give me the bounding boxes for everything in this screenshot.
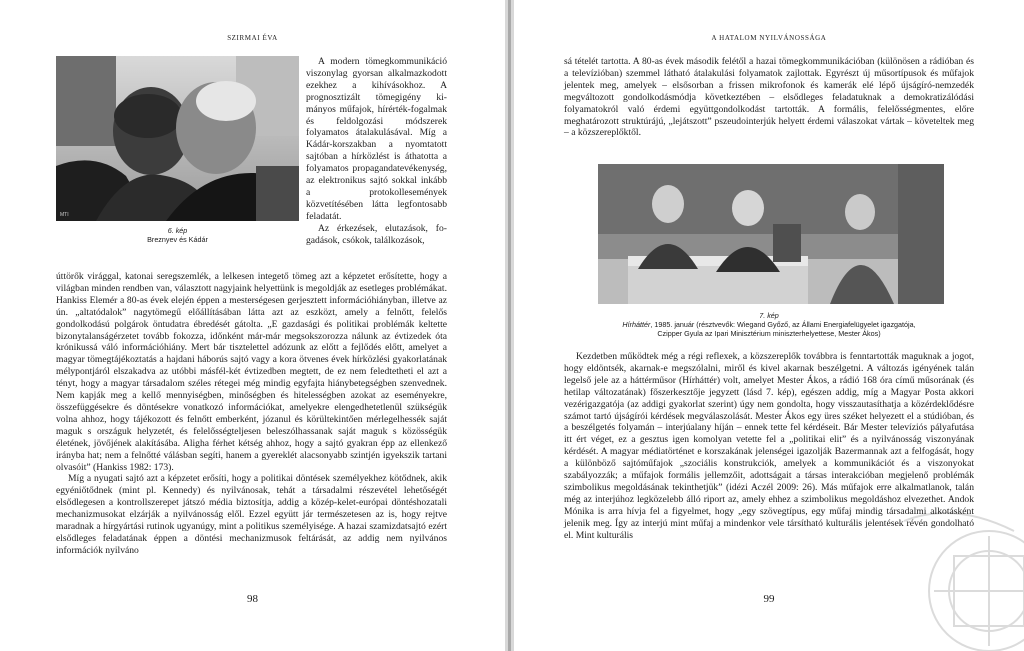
program-title: Hírháttér (622, 320, 651, 329)
paragraph: sá tételét tartotta. A 80-as évek második felétől a hazai tömegkommunikációban (különösen a rádióban és a televízióban) szemmel látható átalakulási folyamatok zajlottak. Egyrészt új műsortípusok és műfajok jelentek meg, amelyek – elsősorban a frissen mikrofonok és kamerák elé lépő újságíró-nemzedék megváltozott gondolkodásmódja következtében – elsődleges feladatuknak a demokratizálódási folyamatokról való érdemi együttgondolkodást tartották. A formális, felelősségmentes, előre meghatározott struktúrájú, „lejátszott” pszeudointerjúk helyett érdemi válaszokat vártak – követeltek meg – a közszereplőktől. (564, 56, 974, 139)
page-number-right: 99 (763, 593, 775, 605)
left-side-column (306, 56, 447, 247)
left-body-text (56, 271, 447, 557)
paragraph: Az érkezések, elutazások, fogadások, csókok, találkozások, (306, 222, 447, 246)
figure-7-caption-line2: Czipper Gyula az Ipari Minisztérium miniszterhelyettese, Mester Ákos) (657, 329, 881, 338)
svg-text:MTI: MTI (60, 212, 69, 218)
figure-6-label: 6. kép (167, 226, 188, 235)
figure-7-label: 7. kép (759, 311, 779, 320)
photo-breznyev-kadar (56, 56, 299, 221)
paragraph: Míg a nyugati sajtó azt a képzetet erősíti, hogy a politikai döntések személyekhez kötődnek, akik egyéniőtődnek (mint pl. Kennedy) és nyilvánosak, tehát a társadalmi részevétel lehetőségét elsődlegesen a kontrollszerepet játszó média biztosítja, addig a közép-kelet-európai döntéshozatali mechanizmusokat elzárják a nyilvánosság elől. Ezzel együtt jár természetesen az is, hogy rejtve maradnak a hírgyártási rutinok ugyanúgy, mint a politikus személyisége. A hazai szamizdatsajtó ezért elsődleges feladatának éppen a döntési mechanizmusok feltárását, az addig nem nyilvános információk nyilváno (56, 473, 447, 556)
paragraph: Kezdetben működtek még a régi reflexek, a közszereplők továbbra is fenntartották maguknak a jogot, hogy eldöntsék, akarnak-e megszólalni, miről és kivel akarnak beszélgetni. A változás igényének talán legelső jele az a háttérműsor (Hírháttér) volt, amelyet Mester Ákos, a rádió 168 óra című műsorának (és hetilap változatának) főszerkesztője jegyzett (lásd 7. kép), egészen addig, míg a Magyar Posta akkori vezérigazgatója (az addigi gyakorlat szerint) úgy nem gondolta, hogy visszautasíthatja a közérdeklődésre számot tartó újságírói kérdések megválaszolását. Mester Ákos egy üres széket helyezett el a stúdióban, és a beszélgetés folyamán – interjúalany híján – ennek tette fel kérdéseit. Bár Mester televíziós pályafutása itt ért véget, ez a gesztus igen komolyan vetette fel a „politikai elit” és a nyilvánosság viszonyának kérdését. A magyar médiatörténet e korszakának jelenségei igazolják Bazermannak azt a felfogását, hogy a különböző sajtóműfajok „szociális konstrukciók, amelyek a kommunikációt és a viszonyokat szabályozzák; a műfajok formális jellemzőit, adottságait a társas interakcióban megjelenő problémák szimbolikus megoldásának tekinthetjük” (idézi Aczél 2009: 26). Más műfajok erre alkalmatlanok, talán még az interjúhoz legközelebb álló riport az, amely ehhez a szimbolikus megoldáshoz elvezethet. Andok Mónika is arra hívja fel a figyelmet, hogy „egy szövegtípus, egy műfaj mindig társadalmi alkotásként jelenik meg. Így az interjú mint műfaj a mindenkor vele társítható kulturális jelentések révén gondolható el. Mint kulturális (564, 351, 974, 541)
running-header-left: SZIRMAI ÉVA (227, 34, 278, 42)
running-header-right: A HATALOM NYILVÁNOSSÁGA (711, 34, 827, 42)
photo-hirhatter-studio (598, 164, 944, 304)
figure-7-caption (564, 311, 974, 338)
left-page (0, 0, 505, 651)
figure-6-caption-text: Breznyev és Kádár (147, 235, 208, 244)
paragraph: úttörők virággal, katonai seregszemlék, a lelkesen integető tömeg azt a képzetet erősítette, hogy a világban minden rendben van, választott nagyjaink helyettünk is megoldják az esetleges problémákat. Hankiss Elemér a 80-as évek elején éppen a mesterségesen gerjesztett információhiányban, illetve az ún. „altatódalok” nagytömegű előállításában látta azt az eszközt, amely a felnőtt, felelős gondolkodású polgárok öntudatra ébredését gátolta. „E gazdasági és politikai problémák keltette bizonytalanságérzetet tovább fokozza, időnként már-már megsokszorozza nálunk az évtizedek óta krónikussá váló információhiány. Mert bár tisztelettel adózunk az előtt a fejlődés előtt, amelyet a magyar tömegtájékoztatás a hajdani háborús sajtó vagy a kora ötvenes évek hírközlési gyakorlatának mélypontjáról elszakadva az utóbbi másfél-két évtizedben megtett, de ez nem feledtetheti el azt a tényt, hogy a magyar társadalom széles rétegei még mindig egyfajta hiánybetegségben szenvednek. Nem kapják meg a kellő mennyiségben, minőségben és hitelességben azokat az eseményekre, összefüggésekre és döntésekre vonatkozó információkat, amelyekre elengedhetetlenül szükségük volna ahhoz, hogy tájékozott és felnőtt emberként, józanul és körültekintően mérlegelhessék saját maguk s országuk helyzetét, és felelősségteljesen beleszólhassanak saját maguk s közösségük életének, jövőjének alakításába. Aligha férhet kétség ahhoz, hogy a sajtó gyakran épp az ellenkező irányba hat; nem a felnőtté válásban segíti, hanem a gyereklét alacsonyabb szintjén igyekszik tartani olvasóit” (Hankiss 1982: 173). (56, 271, 447, 473)
figure-7-caption-line1: Hírháttér, 1985. január (résztvevők: Wiegand Győző, az Állami Energiafelügyelet igazgatója, (622, 320, 916, 329)
right-body-text (564, 351, 974, 542)
paragraph: A modern tömegkommunikáció viszonylag gyorsan alkalmazkodott ezekhez a kihívásokhoz. A prognosztizált tömegigény kimányos műfajok, hírérték-fogalmak és feldolgozási módszerek folyamatos átalakulásával. Míg a Kádár-korszakban a nyomtatott sajtóban a hírközlést is áthatotta a folyamatos propagandatevékenység, az elektronikus sajtó sokkal inkább a protokollesemények közvetítésében látta legfontosabb feladatát. (306, 56, 447, 222)
figure-6-caption (56, 226, 299, 244)
page-number-left: 98 (247, 593, 258, 605)
right-page (514, 0, 1024, 651)
right-top-text (564, 56, 974, 139)
figure-7-photo (598, 164, 944, 304)
book-gutter (505, 0, 514, 651)
figure-6-photo (56, 56, 299, 221)
